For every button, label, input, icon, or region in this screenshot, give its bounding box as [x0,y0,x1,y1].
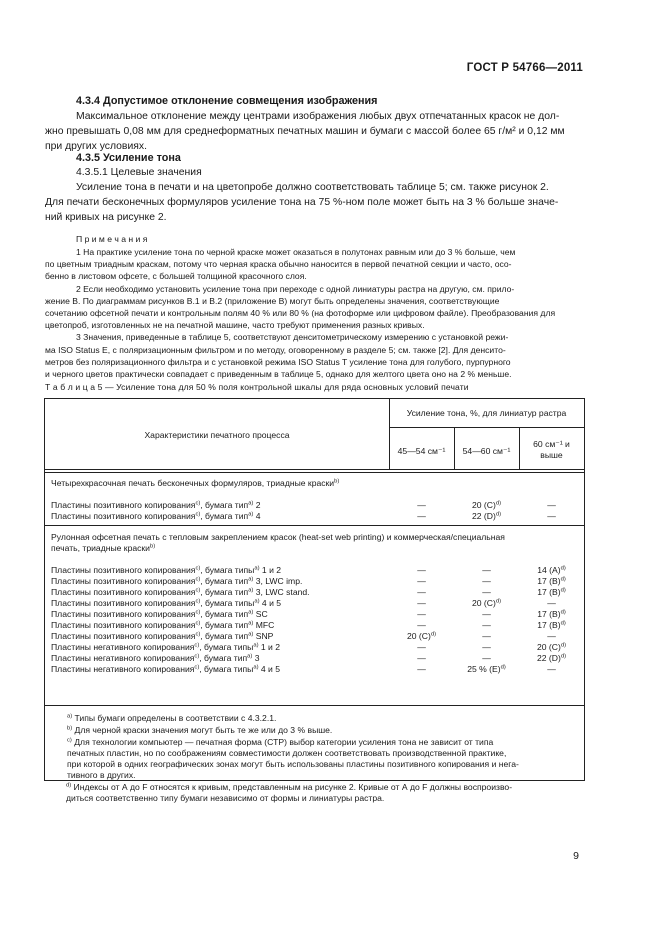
row-value-3 [519,620,584,631]
row-value-3: — [547,500,556,510]
row-value-3 [519,642,584,653]
footnote-mark: d) [560,642,567,649]
row-label-c: 4 и 5 [258,664,281,674]
row-value-3 [519,576,584,587]
row-label-b: , бумага типы [199,664,254,674]
document-id: ГОСТ Р 54766—2011 [466,62,583,74]
footnote-c-line4: тивного в других. [67,770,136,780]
row-value-text: — [417,642,426,652]
row-value-text: — [417,620,426,630]
footnote-mark: d) [495,500,502,507]
row-label-c: SC [253,609,268,619]
row-label-c: 4 и 5 [259,598,282,608]
footnote-mark: а) [253,642,259,649]
footnote-a [67,713,276,724]
footnote-mark: d) [500,664,506,671]
row-label-c: SNP [253,631,274,641]
note-line: по цветным триадным краскам, потому что черная краска обычно наносится в первой печатной секции и часто, осо- [45,259,512,270]
note-line: жение В. По диаграммам рисунков В.1 и В.2 (приложение В) могут быть определены значения, соответствующие [45,295,500,306]
text-line: при других условиях. [45,141,147,152]
row-label-a: Пластины позитивного копирования [51,598,196,608]
footnote-mark: а) [253,664,259,671]
row-value-1 [389,609,454,620]
col-header-3-line2: выше [540,450,563,460]
row-label-b: , бумага тип [200,631,249,641]
section-heading-434: 4.3.4 Допустимое отклонение совмещения изображения [76,95,378,107]
row-value-3: — [547,511,556,521]
footnote-mark: c) [195,631,201,638]
table-row [51,565,281,576]
row-value-3 [519,587,584,598]
row-value-text: 20 (С) [406,631,431,641]
row-value-1: — [417,511,426,521]
row-label-c: 3 [252,653,260,663]
note-line: сочетанию офсетной печати и контрольным полям 40 % или 80 % (на фотоформе или цифровом файле). Преобразования для [45,308,556,319]
table-row [51,511,261,522]
footnote-mark: d) [430,631,437,638]
col-header-3-line1: 60 см⁻¹ и [533,439,570,449]
table-5 [44,398,585,781]
footnote-mark: c) [194,653,200,660]
row-value-text: 20 (С) [536,642,561,652]
footnote-d-line2: диться соответственно типу бумаги независимо от формы и линиатуры растра. [66,793,385,803]
row-value-text: — [417,565,426,575]
row-value-text: — [547,631,556,641]
row-value-2 [454,609,519,620]
row-value-text: 22 (D) [536,653,561,663]
row-value-text: 25 % (Е) [467,664,501,674]
footnote-mark: c) [195,609,201,616]
footnote-text: Для технологии компьютер — печатная форма (СТР) выбор категории усиления тона не зависит от типа [74,737,494,747]
section-434-text [76,109,585,124]
footnote-mark: d) [66,782,72,789]
row-label-a: Пластины позитивного копирования [51,620,196,630]
row-value-2 [454,631,519,642]
row-label-a: Пластины позитивного копирования [51,500,196,510]
footnote-mark: а) [248,511,254,518]
footnote-c-line3: при которой в одних географических зонах могут быть использованы пластины позитивного копирования и нега- [67,759,519,769]
footnote-divider [45,705,584,706]
group2-title-line2 [51,543,155,554]
subsection-heading-4351: 4.3.5.1 Целевые значения [76,167,202,178]
row-label-c: 3, LWC stand. [253,587,310,597]
row-value-text: — [482,642,491,652]
footnote-mark: b) [149,543,156,550]
row-label-a: Пластины негативного копирования [51,653,195,663]
note-line: бенно в листовом офсете, с большей толщиной красочного слоя. [45,271,307,282]
row-label-b: , бумага тип [200,587,249,597]
row-value-1 [389,642,454,653]
footnote-mark: d) [560,565,566,572]
row-label-a: Пластины позитивного копирования [51,587,196,597]
col-header-2: 54—60 см⁻¹ [462,446,511,456]
group1-title-text: Четырехкрасочная печать бесконечных формуляров, триадные краски [51,478,335,488]
row-value-text: 20 (С) [471,598,496,608]
note-line: ма ISO Status E, с поляризационным фильтром и по методу, оговоренному в разделе 5; см. также [2]. Для денсито- [45,344,506,355]
footnote-mark: c) [67,737,72,744]
table-row [51,598,281,609]
row-value-2 [454,620,519,631]
footnote-mark: c) [194,642,200,649]
footnote-mark: d) [560,609,566,616]
row-value-1 [389,631,454,642]
group2-title-text: печать, триадные краски [51,543,150,553]
row-label-b: , бумага типы [200,565,255,575]
row-value-text: — [547,664,556,674]
table-row [51,620,274,631]
row-label-b: , бумага тип [199,653,248,663]
col-header-3 [519,439,584,461]
footnote-mark: d) [495,598,502,605]
footnote-b [67,725,332,736]
note-line: метров без поляризационного фильтра и с установкой режима ISO Status T усиление тона для голубого, пурпурного [45,356,511,367]
col-header-group: Усиление тона, %, для линиатур растра [406,408,567,418]
footnote-mark: а) [254,598,260,605]
row-value-text: — [547,598,556,608]
footnote-text: Для черной краски значения могут быть те же или до 3 % выше. [74,725,333,735]
text-line: Усиление тона в печати и на цветопробе должно соответствовать таблице 5; см. также рисунок 2. [76,182,549,193]
row-label-a: Пластины негативного копирования [51,642,195,652]
table-row [51,631,273,642]
footnote-mark: b) [334,478,340,485]
footnote-mark: d) [560,653,567,660]
footnote-mark: d) [560,576,566,583]
row-label-c: 2 [253,500,261,510]
row-label-c: 1 и 2 [259,565,282,575]
row-value-1 [389,587,454,598]
footnote-mark: c) [195,587,201,594]
table-row [51,642,280,653]
row-value-text: — [482,631,491,641]
footnote-mark: c) [195,565,201,572]
footnote-text: Индексы от А до F относятся к кривым, представленным на рисунке 2. Кривые от А до F должны воспроизво- [73,782,513,792]
footnote-mark: а) [254,565,260,572]
row-label-a: Пластины негативного копирования [51,664,195,674]
row-value-2 [454,653,519,664]
section-435-text [76,180,585,195]
table-row [51,653,260,664]
row-value-text: — [482,565,491,575]
text-line: жно превышать 0,08 мм для среднеформатных печатных машин и бумаги с массой более 65 г/м² и 0,12 мм [45,126,565,137]
row-value-2 [454,642,519,653]
group1-title [51,478,339,489]
footnote-mark: c) [195,500,201,507]
row-label-a: Пластины позитивного копирования [51,576,196,586]
footnote-mark: b) [67,725,73,732]
row-value-text: — [417,576,426,586]
page-number: 9 [573,850,579,862]
row-label-a: Пластины позитивного копирования [51,511,196,521]
row-label-b: , бумага тип [200,511,249,521]
row-value-text: 17 (В) [537,620,561,630]
row-value-1 [389,653,454,664]
notes-block [45,246,585,380]
row-value-3 [519,664,584,675]
row-label-b: , бумага типы [199,642,254,652]
footnote-mark: а) [248,620,254,627]
footnote-mark: а) [248,609,254,616]
row-label-c: 3, LWC imp. [253,576,303,586]
row-value-2 [454,511,519,522]
row-value-3 [519,653,584,664]
footnote-mark: d) [560,587,566,594]
header-group-divider [389,427,584,428]
section-435-text-cont [45,195,585,225]
notes-title: П р и м е ч а н и я [76,234,148,244]
footnote-mark: c) [195,620,201,627]
row-value-text: — [417,664,426,674]
row-label-b: , бумага тип [200,576,249,586]
footnote-c-line2: печатных пластин, но по соображениям совместимости должен соответствовать производственной практике, [67,748,507,758]
footnote-mark: d) [495,511,502,518]
footnote-mark: а) [247,653,253,660]
table-row [51,664,280,675]
note-line: 3 Значения, приведенные в таблице 5, соответствуют денситометрическому измерению с установкой режи- [76,332,509,343]
table-row [51,500,261,511]
footnote-mark: c) [195,598,201,605]
row-value-3 [519,631,584,642]
row-value-1: — [417,500,426,510]
header-bottom-rule-2 [45,472,584,473]
row-value-2 [454,565,519,576]
row-value-2 [454,500,519,511]
group-divider [45,525,584,526]
footnote-c [67,737,493,748]
table-row [51,609,268,620]
footnote-mark: d) [560,620,566,627]
footnote-text: Типы бумаги определены в соответствии с 4.3.2.1. [74,713,277,723]
row-value-2-text: 20 (С) [471,500,496,510]
row-label-b: , бумага тип [200,620,249,630]
row-label-b: , бумага тип [200,500,249,510]
row-value-text: — [417,653,426,663]
row-value-1 [389,576,454,587]
table-row [51,587,310,598]
note-line: 2 Если необходимо установить усиление тона при переходе с одной линиатуры растра на другую, см. прило- [76,283,515,294]
note-line: цветопроб, изготовленных не на печатной машине, часто требуют применения разных кривых. [45,320,425,331]
footnote-mark: а) [67,713,73,720]
row-value-text: — [417,609,426,619]
row-value-3 [519,565,584,576]
row-value-text: 17 (В) [537,576,561,586]
row-value-text: 14 (А) [537,565,561,575]
row-value-3 [519,609,584,620]
footnote-mark: c) [195,576,201,583]
row-value-text: — [482,653,491,663]
col-header-main: Характеристики печатного процесса [144,430,290,440]
row-value-text: — [482,576,491,586]
row-value-text: — [417,587,426,597]
section-434-text-cont [45,124,585,154]
row-value-text: 17 (В) [537,609,561,619]
text-line: ний кривых на рисунке 2. [45,212,167,223]
row-label-a: Пластины позитивного копирования [51,565,196,575]
row-value-2 [454,587,519,598]
row-value-text: — [482,587,491,597]
row-label-a: Пластины позитивного копирования [51,609,196,619]
row-value-text: — [417,598,426,608]
note-line: 1 На практике усиление тона по черной краске может оказаться в полутонах равным или до 3 % больше, чем [76,247,516,257]
text-line: Максимальное отклонение между центрами изображения любых двух отпечатанных красок не дол- [76,111,560,122]
footnote-mark: а) [248,576,254,583]
footnote-mark: c) [195,511,201,518]
footnote-mark: c) [194,664,200,671]
row-value-3 [519,598,584,609]
table-caption: Т а б л и ц а 5 — Усиление тона для 50 % поля контрольной шкалы для ряда основных условий печати [45,382,469,392]
row-value-2 [454,576,519,587]
text-line: Для печати бесконечных формуляров усиление тона на 75 %-ном поле может быть на 3 % больше значе- [45,197,559,208]
row-value-1 [389,620,454,631]
footnote-mark: а) [248,500,254,507]
note-line: и черного цветов практически совпадает с приведенным в таблице 5, однако для желтого цвета оно на 2 % меньше. [45,369,512,380]
row-value-text: 17 (В) [537,587,561,597]
footnote-mark: а) [248,631,254,638]
table-row [51,576,302,587]
row-label-c: 1 и 2 [258,642,281,652]
row-value-1 [389,598,454,609]
footnote-d [66,782,512,793]
row-label-c: MFC [253,620,275,630]
row-value-1 [389,664,454,675]
row-value-1 [389,565,454,576]
col-header-1: 45—54 см⁻¹ [397,446,446,456]
row-value-2-text: 22 (D) [471,511,496,521]
group2-title-line1: Рулонная офсетная печать с тепловым закреплением красок (heat-set web printing) и коммерческая/специальная [51,532,505,542]
row-label-b: , бумага типы [200,598,255,608]
section-heading-435: 4.3.5 Усиление тона [76,152,181,164]
row-value-2 [454,664,519,675]
row-label-a: Пластины позитивного копирования [51,631,196,641]
row-value-text: — [482,609,491,619]
row-label-b: , бумага тип [200,609,249,619]
header-bottom-rule [45,469,584,470]
footnote-mark: а) [248,587,254,594]
row-value-2 [454,598,519,609]
row-value-text: — [482,620,491,630]
row-label-c: 4 [253,511,261,521]
